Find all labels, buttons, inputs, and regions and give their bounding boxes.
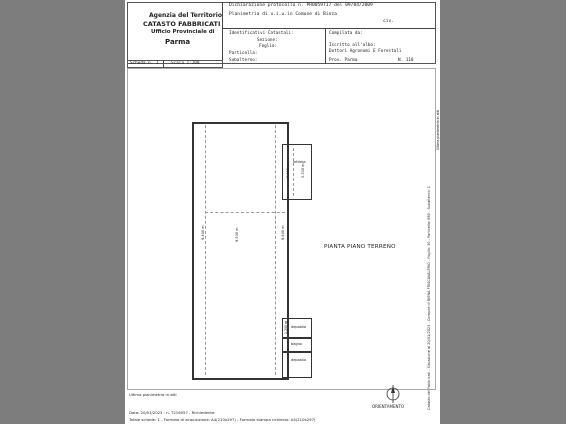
right-margin-text: Catasto dei Fabbricati - Situazione al 20/01/2023 - Comune di BIENA FRISCAVALERIO - Foglio: 10 - Particella: 685 - Subalterno: 1	[427, 185, 431, 410]
centerline-horizontal	[205, 212, 285, 213]
dim-label-lettiera-2: 5.330 m	[301, 163, 305, 178]
iscritto-label: Iscritto all'albo:	[329, 43, 376, 48]
agency-name: Agenzia del Territorio	[149, 12, 222, 19]
ultima-planimetria: Ultima planimetria in atti	[129, 392, 177, 397]
dim-line-right	[275, 125, 276, 375]
subalterno-label: Subalterno:	[229, 58, 258, 63]
numero-label: N. 110	[398, 58, 414, 63]
footer-data: Data: 20/01/2023 - n. T216557 - Richiedente:	[129, 410, 216, 415]
catasto-title: CATASTO FABBRICATI	[143, 20, 221, 28]
footer-totale: Totale schede: 1 - Formato di acquisizione: A4(210x297) - Formato stampa richiesto: A4(210x297)	[129, 417, 316, 422]
particella-label: Particella:	[229, 51, 258, 56]
deposito-label-2: deposito	[291, 358, 307, 362]
planimetria-line: Planimetria di u.i.u.in Comune di Bieza	[229, 12, 337, 17]
dim-label-mid: 9.530 m	[235, 227, 239, 242]
compilata-label: Compilata da:	[329, 31, 363, 36]
header-right-divider	[325, 28, 326, 64]
dim-label-right: 9.400 m	[281, 225, 285, 240]
protocol-line: Dichiarazione protocollo n. PR0059717 del 09/04/2009	[229, 3, 373, 8]
plan-title: PIANTA PIANO TERRENO	[324, 244, 396, 250]
dim-label-lettiera-1: 5.330 m	[286, 163, 290, 178]
civ-label: civ.	[383, 19, 395, 24]
compass-icon	[381, 384, 405, 404]
header-mid-line	[222, 28, 436, 29]
right-margin-small: Ultima planimetria in atti	[436, 110, 440, 150]
planimetry-sheet	[125, 0, 440, 424]
prov-label: Prov. Parma	[329, 58, 358, 63]
dim-label-small: 1.200 m	[284, 320, 288, 334]
deposito-room-2	[282, 352, 312, 378]
foglio-label: Foglio:	[259, 44, 278, 49]
scala-label: Scala 1:200	[171, 61, 200, 66]
orientamento-label: ORIENTAMENTO	[372, 404, 405, 409]
scheda-label: Scheda n. 1	[130, 61, 159, 66]
scheda-divider	[163, 60, 164, 68]
office-name: Ufficio Provinciale di	[151, 29, 215, 35]
dim-line-left	[205, 125, 206, 375]
city-name: Parma	[165, 38, 191, 46]
lettiera-label: lettiera	[293, 160, 306, 164]
header-divider	[222, 2, 223, 64]
dottori-label: Dottori Agronomi E Forestali	[329, 49, 402, 54]
sezione-label: Sezione:	[257, 38, 278, 43]
deposito-label-1: deposito	[291, 325, 307, 329]
identificativi-label: Identificativi Catastali:	[229, 31, 294, 36]
bagno-label: bagno	[291, 342, 302, 346]
dim-line-lettiera	[293, 148, 294, 196]
dim-label-left: 9.400 m	[201, 225, 205, 240]
